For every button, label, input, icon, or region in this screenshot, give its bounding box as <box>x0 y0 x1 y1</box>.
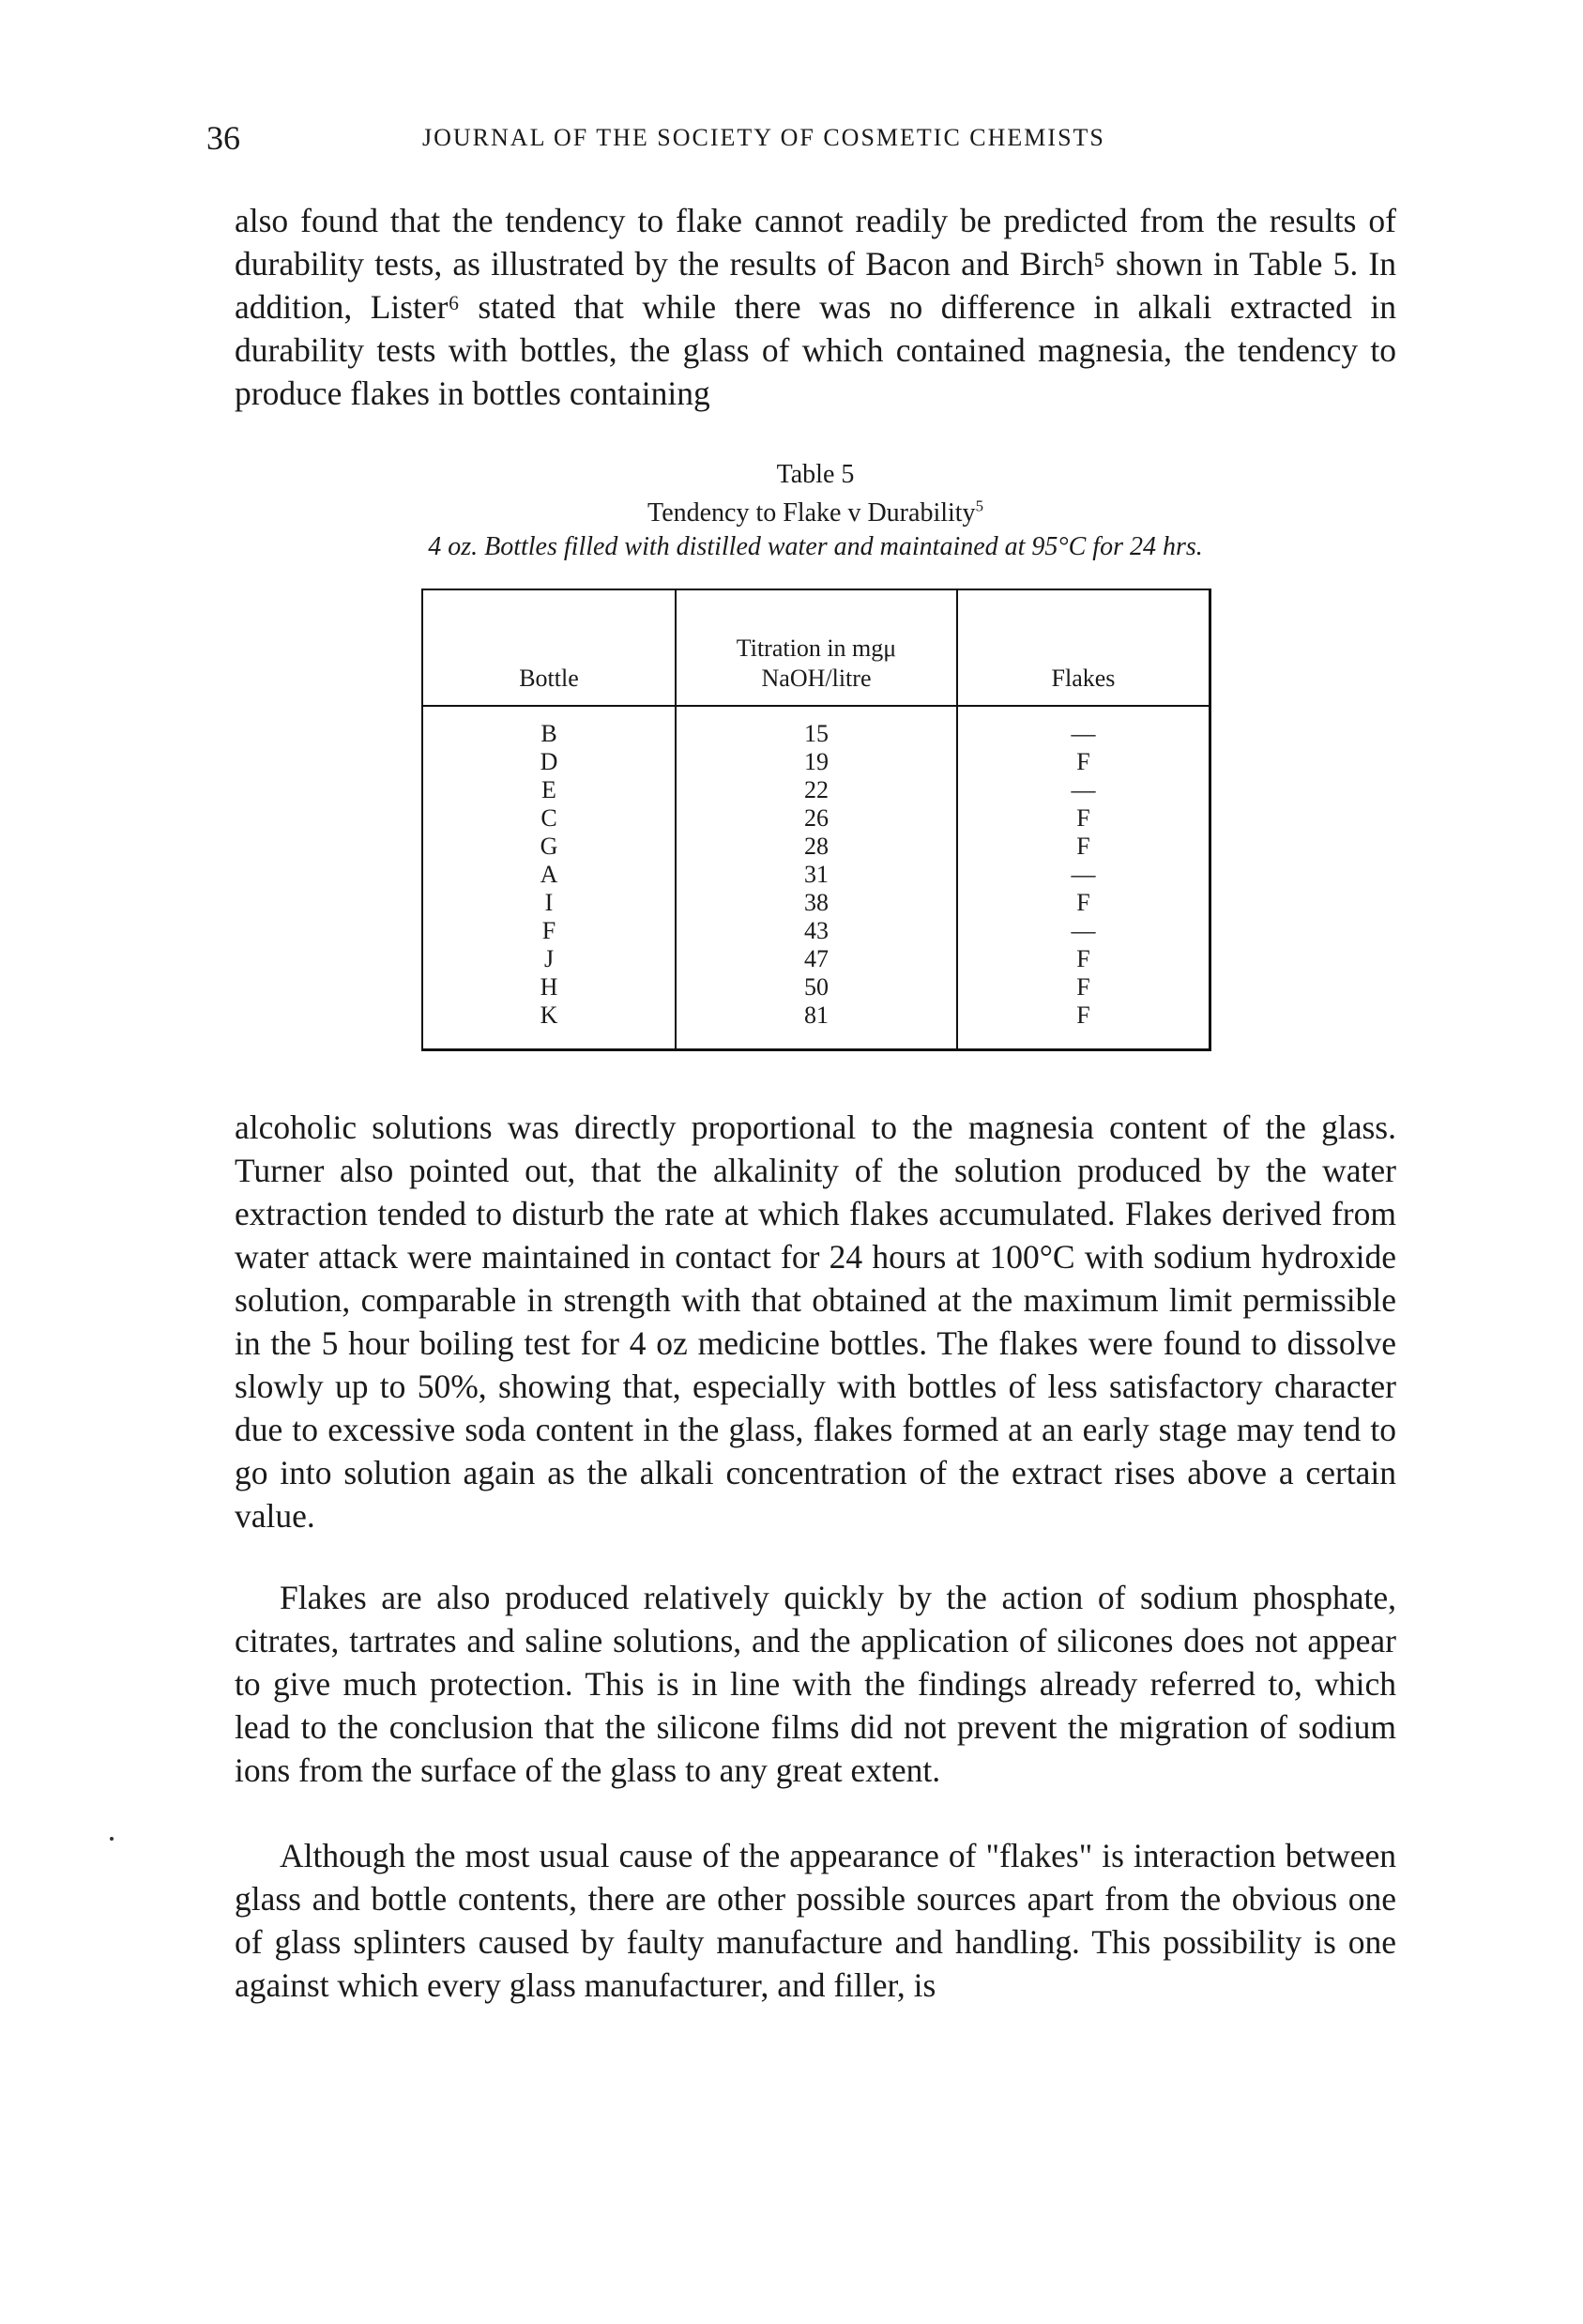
table-title-ref: 5 <box>975 497 983 515</box>
cell-flakes: F <box>1076 945 1090 972</box>
column-titration <box>676 706 957 1050</box>
page-header <box>206 113 1398 169</box>
cell-titration: 26 <box>804 804 829 832</box>
paragraph-4: Although the most usual cause of the appearance of "flakes" is interaction between glass and bottle contents, there are other possible sources apart from the obvious one of glass splinters caused by faulty manufacture and handling. This possibility is one against which every glass manufacturer, and filler, is <box>235 1837 1396 2004</box>
column-bottle <box>422 706 676 1050</box>
cell-bottle: B <box>540 720 557 747</box>
cell-titration: 28 <box>804 833 829 860</box>
cell-titration: 22 <box>804 776 829 803</box>
cell-flakes: — <box>1071 720 1096 747</box>
paragraph-2: alcoholic solutions was directly proportional to the magnesia content of the glass. Turner also pointed out, that the alkalinity of the solution produced by the water extraction tended to disturb the rate at which flakes accumulated. Flakes derived from water attack were maintained in contact for 24 hours at 100°C with sodium hydroxide solution, comparable in strength with that obtained at the maximum limit permissible in the 5 hour boiling test for 4 oz medicine bottles. The flakes were found to dissolve slowly up to 50%, showing that, especially with bottles of less satisfactory character due to excessive soda content in the glass, flakes formed at an early stage may tend to go into solution again as the alkali concentration of the extract rises above a certain value. <box>235 1108 1396 1535</box>
page-number: 36 <box>206 119 240 157</box>
header-titration-line1: Titration in mgμ <box>736 635 897 662</box>
header-flakes: Flakes <box>957 589 1210 706</box>
cell-flakes: F <box>1076 1001 1090 1029</box>
cell-titration: 81 <box>804 1001 829 1029</box>
cell-titration: 50 <box>804 973 829 1001</box>
cell-bottle: G <box>540 833 558 860</box>
cell-bottle: I <box>544 889 554 916</box>
paragraph-3: Flakes are also produced relatively quickly by the action of sodium phosphate, citrates, tartrates and saline solutions, and the application of silicones does not appear to give much protection. This is in line with the findings already referred to, which lead to the conclusion that the silicone films did not prevent the migration of sodium ions from the surface of the glass to any great extent. <box>235 1579 1396 1789</box>
header-titration-line2: NaOH/litre <box>761 665 872 692</box>
cell-flakes: F <box>1076 748 1090 775</box>
header-bottle: Bottle <box>422 589 676 706</box>
cell-flakes: — <box>1071 776 1096 803</box>
paragraph-1: also found that the tendency to flake cannot readily be predicted from the results of durability tests, as illustrated by the results of Bacon and Birch⁵ shown in Table 5. In addition, Lister⁶ stated that while there was no difference in alkali extracted in durability tests with bottles, the glass of which contained magnesia, the tendency to produce flakes in bottles containing <box>235 202 1396 412</box>
table-body-row <box>422 706 1210 1050</box>
cell-flakes: F <box>1076 973 1090 1001</box>
cell-titration: 19 <box>804 748 829 775</box>
cell-bottle: E <box>541 776 556 803</box>
cell-bottle: F <box>541 917 556 944</box>
cell-flakes: F <box>1076 889 1090 916</box>
cell-bottle: J <box>543 945 555 972</box>
cell-titration: 47 <box>804 945 829 972</box>
data-table <box>421 589 1211 1051</box>
cell-flakes: F <box>1076 833 1090 860</box>
cell-bottle: C <box>540 804 557 832</box>
table-subtitle: 4 oz. Bottles filled with distilled water and maintained at 95°C for 24 hrs. <box>428 532 1203 561</box>
table-number: Table 5 <box>776 460 855 489</box>
cell-titration: 43 <box>804 917 829 944</box>
cell-bottle: D <box>540 748 558 775</box>
cell-titration: 15 <box>804 720 829 747</box>
cell-titration: 31 <box>804 861 829 888</box>
cell-flakes: — <box>1071 917 1096 944</box>
table-title <box>235 497 1396 530</box>
cell-bottle: K <box>540 1001 558 1029</box>
cell-flakes: F <box>1076 804 1090 832</box>
column-flakes <box>957 706 1210 1050</box>
stray-mark <box>110 1837 114 1841</box>
cell-flakes: — <box>1071 861 1096 888</box>
cell-bottle: H <box>540 973 558 1001</box>
cell-bottle: A <box>540 861 558 888</box>
table-title-text: Tendency to Flake v Durability <box>647 498 976 527</box>
running-head: JOURNAL OF THE SOCIETY OF COSMETIC CHEMISTS <box>422 124 1105 151</box>
cell-titration: 38 <box>804 889 829 916</box>
header-titration <box>676 589 957 706</box>
table-header-row <box>422 589 1210 706</box>
table-caption <box>235 458 1396 564</box>
